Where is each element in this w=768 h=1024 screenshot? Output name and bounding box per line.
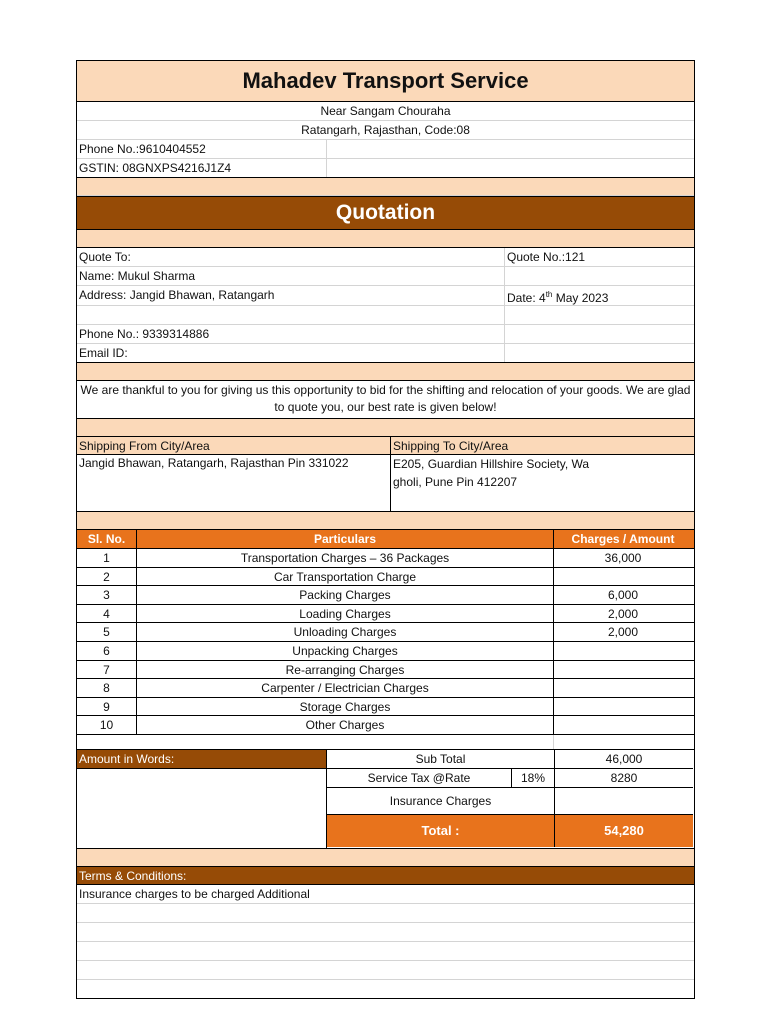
- particulars-cell: Other Charges: [136, 716, 553, 734]
- table-row: [77, 549, 694, 568]
- particulars-cell: Car Transportation Charge: [136, 568, 553, 586]
- terms-line-row: [77, 885, 694, 904]
- client-address: Address: Jangid Bhawan, Ratangarh: [79, 288, 275, 302]
- insurance-value: [554, 787, 693, 814]
- sl-no-cell: 10: [99, 718, 114, 733]
- empty-cell: [504, 344, 692, 362]
- company-gstin: GSTIN: 08GNXPS4216J1Z4: [79, 161, 232, 175]
- subtotal-row: [327, 750, 693, 769]
- amount-cell: 36,000: [553, 549, 692, 567]
- sl-no-cell: 9: [103, 699, 110, 714]
- sl-no-cell: 5: [103, 625, 110, 640]
- quote-number: Quote No.:121: [504, 248, 692, 266]
- insurance-label: Insurance Charges: [389, 793, 492, 808]
- amount-cell: [553, 661, 692, 679]
- blank-row: [77, 306, 694, 325]
- amount-cell: 2,000: [553, 605, 692, 623]
- tax-rate: 18%: [511, 769, 554, 787]
- tax-label: Service Tax @Rate: [367, 770, 471, 785]
- spacer-row: [77, 363, 694, 381]
- spacer-row: [77, 419, 694, 437]
- spacer-row: [77, 230, 694, 248]
- subtotal-label: Sub Total: [415, 751, 466, 766]
- quotation-title-row: [77, 196, 694, 230]
- client-name: Name: Mukul Sharma: [79, 269, 196, 283]
- quote-date-day: Date: 4: [507, 291, 546, 305]
- empty-cell: [553, 735, 692, 749]
- spacer-row: [77, 849, 694, 867]
- insurance-row: [327, 788, 693, 815]
- table-row: [77, 679, 694, 698]
- quote-to-row: [77, 248, 694, 267]
- address-row-2: [77, 121, 694, 140]
- terms-blank-row: [77, 923, 694, 942]
- quote-date-month-year: May 2023: [552, 291, 609, 305]
- sl-no-cell: 6: [103, 643, 110, 658]
- particulars-cell: Unpacking Charges: [136, 642, 553, 660]
- particulars-header: Particulars: [136, 530, 553, 548]
- subtotal-value: 46,000: [554, 750, 693, 768]
- tax-value: 8280: [554, 769, 693, 787]
- total-row: [327, 815, 693, 847]
- table-row: [77, 716, 694, 735]
- total-label: Total :: [421, 822, 460, 838]
- empty-cell: [326, 140, 692, 158]
- amount-cell: [553, 568, 692, 586]
- sl-no-cell: 4: [103, 606, 110, 621]
- spacer-row: [77, 178, 694, 196]
- shipping-from-label: Shipping From City/Area: [79, 439, 210, 453]
- client-name-row: [77, 267, 694, 286]
- table-row: [77, 661, 694, 680]
- empty-cell: [326, 159, 692, 177]
- quotation-sheet: [76, 60, 695, 999]
- items-header-row: [77, 530, 694, 549]
- amount-cell: 6,000: [553, 586, 692, 604]
- shipping-values-row: [77, 455, 694, 512]
- particulars-cell: Carpenter / Electrician Charges: [136, 679, 553, 697]
- amount-in-words-value: [77, 769, 326, 848]
- client-phone-row: [77, 325, 694, 344]
- company-name-row: [77, 60, 694, 102]
- gstin-row: [77, 159, 694, 178]
- amount-in-words-box: [77, 750, 327, 848]
- shipping-to-line-2: gholi, Pune Pin 412207: [393, 475, 518, 489]
- spacer-row: [77, 735, 694, 750]
- tax-row: [327, 769, 693, 788]
- client-address-row: [77, 286, 694, 306]
- client-email: Email ID:: [79, 346, 128, 360]
- shipping-to-line-1: E205, Guardian Hillshire Society, Wa: [393, 457, 590, 471]
- quote-date-sup: th: [545, 290, 553, 299]
- particulars-cell: Re-arranging Charges: [136, 661, 553, 679]
- particulars-cell: Transportation Charges – 36 Packages: [136, 549, 553, 567]
- table-row: [77, 698, 694, 717]
- quote-date: [504, 286, 692, 305]
- terms-blank-row: [77, 904, 694, 923]
- sl-no-cell: 7: [103, 662, 110, 677]
- shipping-from-value: Jangid Bhawan, Ratangarh, Rajasthan Pin 331022: [79, 456, 349, 470]
- sl-no-cell: 1: [103, 551, 110, 565]
- sl-no-cell: 8: [103, 681, 110, 696]
- intro-text: We are thankful to you for giving us this opportunity to bid for the shifting and relocation of your goods. We are glad to quote you, our best rate is given below!: [80, 383, 691, 414]
- company-phone-row: [77, 140, 694, 159]
- amount-cell: 2,000: [553, 623, 692, 641]
- shipping-to-value: [390, 455, 692, 511]
- table-row: [77, 568, 694, 587]
- sl-no-header: Sl. No.: [87, 532, 126, 546]
- total-value: 54,280: [554, 815, 693, 847]
- amount-cell: [553, 716, 692, 734]
- totals-table: [327, 750, 693, 848]
- terms-blank-row: [77, 942, 694, 961]
- particulars-cell: Loading Charges: [136, 605, 553, 623]
- quote-to-label: Quote To:: [79, 250, 131, 264]
- table-row: [77, 642, 694, 661]
- intro-row: [77, 381, 694, 419]
- totals-block: [77, 750, 694, 849]
- client-phone: Phone No.: 9339314886: [79, 327, 210, 341]
- terms-line-1: Insurance charges to be charged Additional: [79, 886, 310, 901]
- address-line-2: Ratangarh, Rajasthan, Code:08: [301, 123, 470, 137]
- shipping-to-label: Shipping To City/Area: [390, 437, 692, 454]
- terms-blank-row: [77, 961, 694, 980]
- spacer-row: [77, 512, 694, 530]
- particulars-cell: Packing Charges: [136, 586, 553, 604]
- empty-cell: [77, 735, 553, 749]
- table-row: [77, 586, 694, 605]
- terms-blank-row: [77, 980, 694, 999]
- company-name: Mahadev Transport Service: [242, 68, 529, 93]
- amount-in-words-label: Amount in Words:: [77, 750, 326, 769]
- table-row: [77, 623, 694, 642]
- particulars-cell: Unloading Charges: [136, 623, 553, 641]
- quotation-title: Quotation: [335, 201, 436, 224]
- empty-cell: [504, 325, 692, 343]
- client-email-row: [77, 344, 694, 363]
- company-phone: Phone No.:9610404552: [79, 142, 206, 156]
- terms-label: Terms & Conditions:: [79, 868, 187, 883]
- amount-header: Charges / Amount: [553, 530, 692, 548]
- sl-no-cell: 3: [103, 588, 110, 603]
- address-line-1: Near Sangam Chouraha: [320, 104, 451, 118]
- empty-cell: [504, 267, 692, 285]
- items-table-body: [77, 549, 694, 735]
- empty-cell: [504, 306, 692, 324]
- amount-cell: [553, 679, 692, 697]
- amount-cell: [553, 698, 692, 716]
- amount-cell: [553, 642, 692, 660]
- particulars-cell: Storage Charges: [136, 698, 553, 716]
- table-row: [77, 605, 694, 624]
- shipping-header-row: [77, 437, 694, 455]
- terms-header-row: [77, 867, 694, 885]
- empty-cell: [77, 306, 504, 324]
- address-row-1: [77, 102, 694, 121]
- sl-no-cell: 2: [103, 569, 110, 584]
